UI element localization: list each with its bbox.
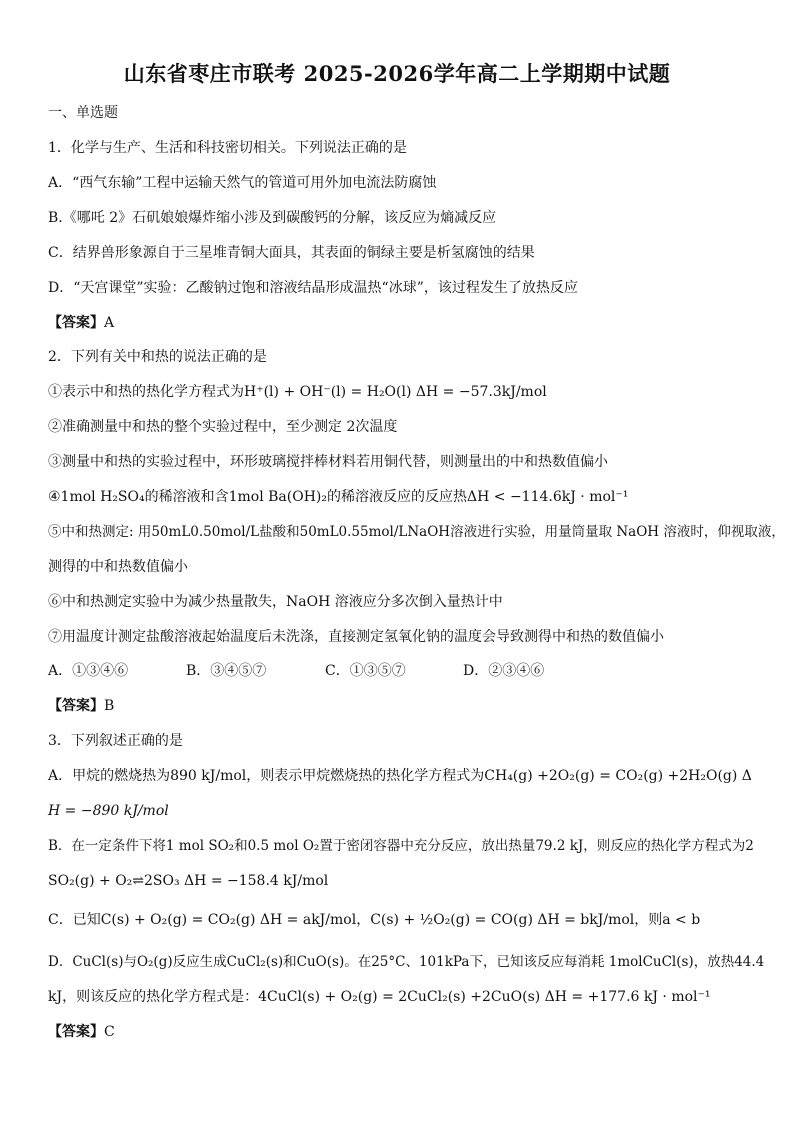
answer-label: 【答案】 (48, 1024, 104, 1040)
answer-value: B (104, 698, 115, 714)
answer-label: 【答案】 (48, 315, 104, 331)
page-title: 山东省枣庄市联考 2025-2026学年高二上学期期中试题 (123, 61, 671, 86)
q2-statement-2: ②准确测量中和热的整个实验过程中，至少测定 2次温度 (48, 419, 398, 435)
q2-option-d: D．②③④⑥ (463, 663, 545, 679)
q2-stem: 2．下列有关中和热的说法正确的是 (48, 349, 267, 365)
q1-option-b: B.《哪吒 2》石矶娘娘爆炸缩小涉及到碳酸钙的分解，该反应为熵减反应 (48, 210, 497, 226)
q3-option-c: C．已知C(s) + O₂(g) = CO₂(g) ΔH = akJ/mol，C(s) + ½O₂(g) = CO(g) ΔH = bkJ/mol，则a < b (48, 912, 701, 928)
section-heading: 一、单选题 (48, 105, 118, 121)
q1-stem: 1．化学与生产、生活和科技密切相关。下列说法正确的是 (48, 140, 407, 156)
q2-statement-6: ⑥中和热测定实验中为减少热量散失，NaOH 溶液应分多次倒入量热计中 (48, 594, 503, 610)
q2-option-c: C．①③⑤⑦ (325, 663, 406, 679)
q1-option-a: A．“西气东输”工程中运输天然气的管道可用外加电流法防腐蚀 (48, 175, 437, 191)
q1-option-c: C．结界兽形象源自于三星堆青铜大面具，其表面的铜绿主要是析氢腐蚀的结果 (48, 245, 535, 261)
q2-statement-4: ④1mol H₂SO₄的稀溶液和含1mol Ba(OH)₂的稀溶液反应的反应热ΔH < −114.6kJ · mol⁻¹ (48, 489, 629, 505)
q2-option-a: A．①③④⑥ (48, 663, 129, 679)
q3-option-b-cont: SO₂(g) + O₂⇌2SO₃ ΔH = −158.4 kJ/mol (48, 873, 329, 889)
q2-answer (48, 696, 748, 716)
q2-option-b: B．③④⑤⑦ (186, 663, 267, 679)
answer-value: C (104, 1024, 115, 1040)
q1-option-d: D．“天宫课堂”实验：乙酸钠过饱和溶液结晶形成温热“冰球”，该过程发生了放热反应 (48, 280, 578, 296)
q3-option-a: A．甲烷的燃烧热为890 kJ/mol，则表示甲烷燃烧热的热化学方程式为CH₄(g) +2O₂(g) = CO₂(g) +2H₂O(g) Δ (48, 768, 752, 784)
q3-answer (48, 1022, 748, 1042)
q2-statement-1: ①表示中和热的热化学方程式为H⁺(l) + OH⁻(l) = H₂O(l) ΔH = −57.3kJ/mol (48, 384, 547, 400)
q3-option-a-cont: H = −890 kJ/mol (48, 803, 169, 819)
q2-statement-3: ③测量中和热的实验过程中，环形玻璃搅拌棒材料若用铜代替，则测量出的中和热数值偏小 (48, 454, 608, 470)
q3-stem: 3．下列叙述正确的是 (48, 733, 183, 749)
q2-statement-7: ⑦用温度计测定盐酸溶液起始温度后未洗涤，直接测定氢氧化钠的温度会导致测得中和热的数值偏小 (48, 629, 664, 645)
q2-statement-5: ⑤中和热测定: 用50mL0.50mol/L盐酸和50mL0.55mol/LNaOH溶液进行实验，用量筒量取 NaOH 溶液时，仰视取液， (48, 524, 785, 540)
q3-option-d-cont: kJ，则该反应的热化学方程式是：4CuCl(s) + O₂(g) = 2CuCl₂(s) +2CuO(s) ΔH = +177.6 kJ · mol⁻¹ (48, 989, 711, 1005)
answer-label: 【答案】 (48, 698, 104, 714)
q2-statement-5-cont: 测得的中和热数值偏小 (48, 559, 188, 575)
q1-answer (48, 313, 748, 333)
answer-value: A (104, 315, 115, 331)
q3-option-d: D．CuCl(s)与O₂(g)反应生成CuCl₂(s)和CuO(s)。在25°C、101kPa下，已知该反应每消耗 1molCuCl(s)，放热44.4 (48, 954, 765, 970)
q3-option-b: B．在一定条件下将1 mol SO₂和0.5 mol O₂置于密闭容器中充分反应，放出热量79.2 kJ，则反应的热化学方程式为2 (48, 838, 754, 854)
